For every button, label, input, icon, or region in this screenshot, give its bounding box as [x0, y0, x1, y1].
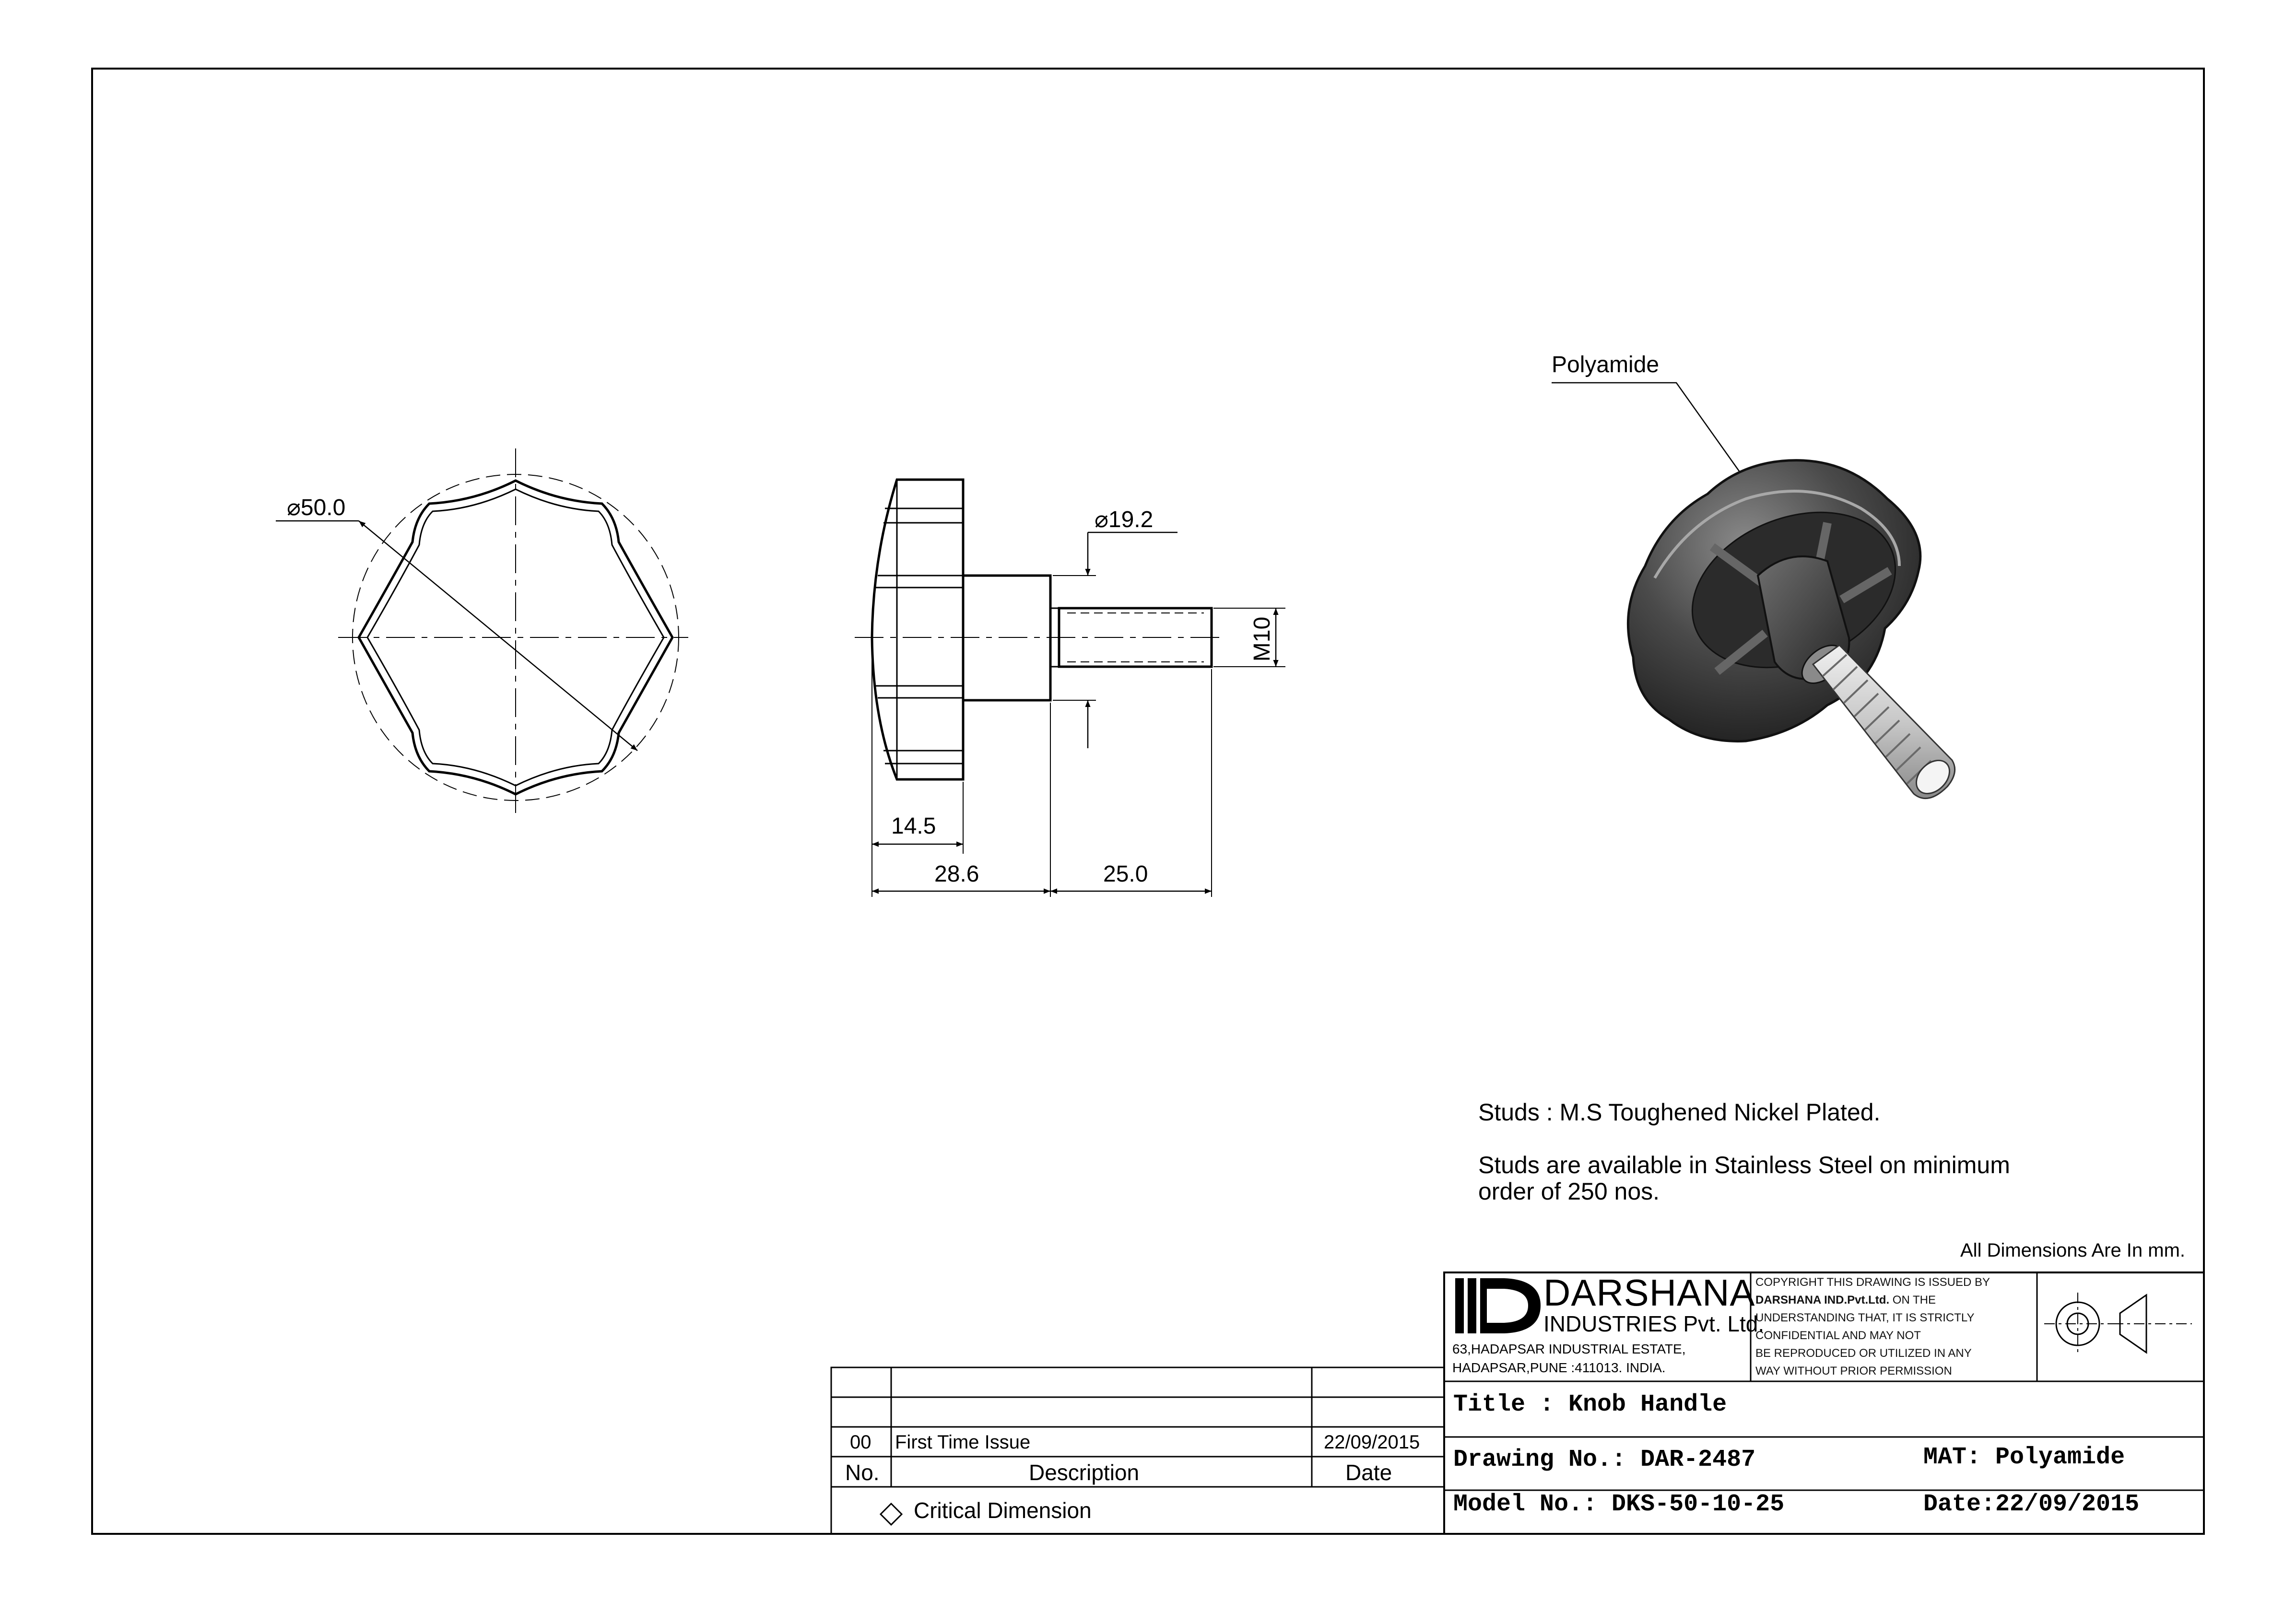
- drawing-number: Drawing No.: DAR-2487: [1453, 1446, 1756, 1473]
- drawing-material: MAT: Polyamide: [1923, 1444, 2125, 1471]
- note-stainless: Studs are available in Stainless Steel on minimum: [1478, 1152, 2010, 1178]
- note-min-order: order of 250 nos.: [1478, 1178, 1660, 1205]
- revision-row-date: 22/09/2015: [1324, 1432, 1420, 1453]
- material-callout: Polyamide: [1552, 352, 1660, 377]
- dim-14-5-label: 14.5: [891, 813, 936, 839]
- copyright-line-1: COPYRIGHT THIS DRAWING IS ISSUED BY: [1755, 1276, 1990, 1289]
- company-address-2: HADAPSAR,PUNE :411013. INDIA.: [1452, 1360, 1666, 1375]
- revision-row-no: 00: [850, 1432, 871, 1453]
- diameter-19-label: ⌀19.2: [1095, 507, 1154, 532]
- critical-dimension-legend: Critical Dimension: [914, 1498, 1092, 1523]
- copyright-line-2: [1755, 1291, 1936, 1309]
- diameter-50-label: ⌀50.0: [287, 495, 346, 520]
- diamond-icon: [881, 1504, 902, 1525]
- isometric-view: [1552, 383, 1956, 800]
- drawing-title: Title : Knob Handle: [1453, 1391, 1727, 1418]
- copyright-line-5: BE REPRODUCED OR UTILIZED IN ANY: [1755, 1347, 1972, 1360]
- revision-header-description: Description: [1029, 1460, 1140, 1485]
- copyright-line-4: CONFIDENTIAL AND MAY NOT: [1755, 1329, 1921, 1342]
- revision-row-description: First Time Issue: [895, 1432, 1031, 1453]
- revision-header-date: Date: [1345, 1460, 1392, 1485]
- note-studs-material: Studs : M.S Toughened Nickel Plated.: [1478, 1099, 1881, 1126]
- darshana-logo-icon: [1455, 1278, 1541, 1333]
- drawing-date: Date:22/09/2015: [1923, 1491, 2140, 1518]
- dim-25-0-label: 25.0: [1103, 861, 1148, 887]
- copyright-line-6: WAY WITHOUT PRIOR PERMISSION: [1755, 1365, 1952, 1377]
- thread-m10-label: M10: [1249, 616, 1275, 662]
- first-angle-projection-icon: [2044, 1293, 2192, 1355]
- company-address-1: 63,HADAPSAR INDUSTRIAL ESTATE,: [1452, 1342, 1686, 1356]
- revision-header-no: No.: [845, 1460, 880, 1485]
- company-name: DARSHANA: [1543, 1271, 1755, 1314]
- units-note: All Dimensions Are In mm.: [1960, 1240, 2186, 1261]
- copyright-line-3: UNDERSTANDING THAT, IT IS STRICTLY: [1755, 1311, 1975, 1324]
- company-subname: INDUSTRIES Pvt. Ltd.: [1543, 1311, 1765, 1336]
- copyright-line-2-rest: ON THE: [1889, 1294, 1936, 1307]
- model-number: Model No.: DKS-50-10-25: [1453, 1491, 1785, 1518]
- copyright-company: DARSHANA IND.Pvt.Ltd.: [1755, 1294, 1890, 1307]
- dim-28-6-label: 28.6: [934, 861, 979, 887]
